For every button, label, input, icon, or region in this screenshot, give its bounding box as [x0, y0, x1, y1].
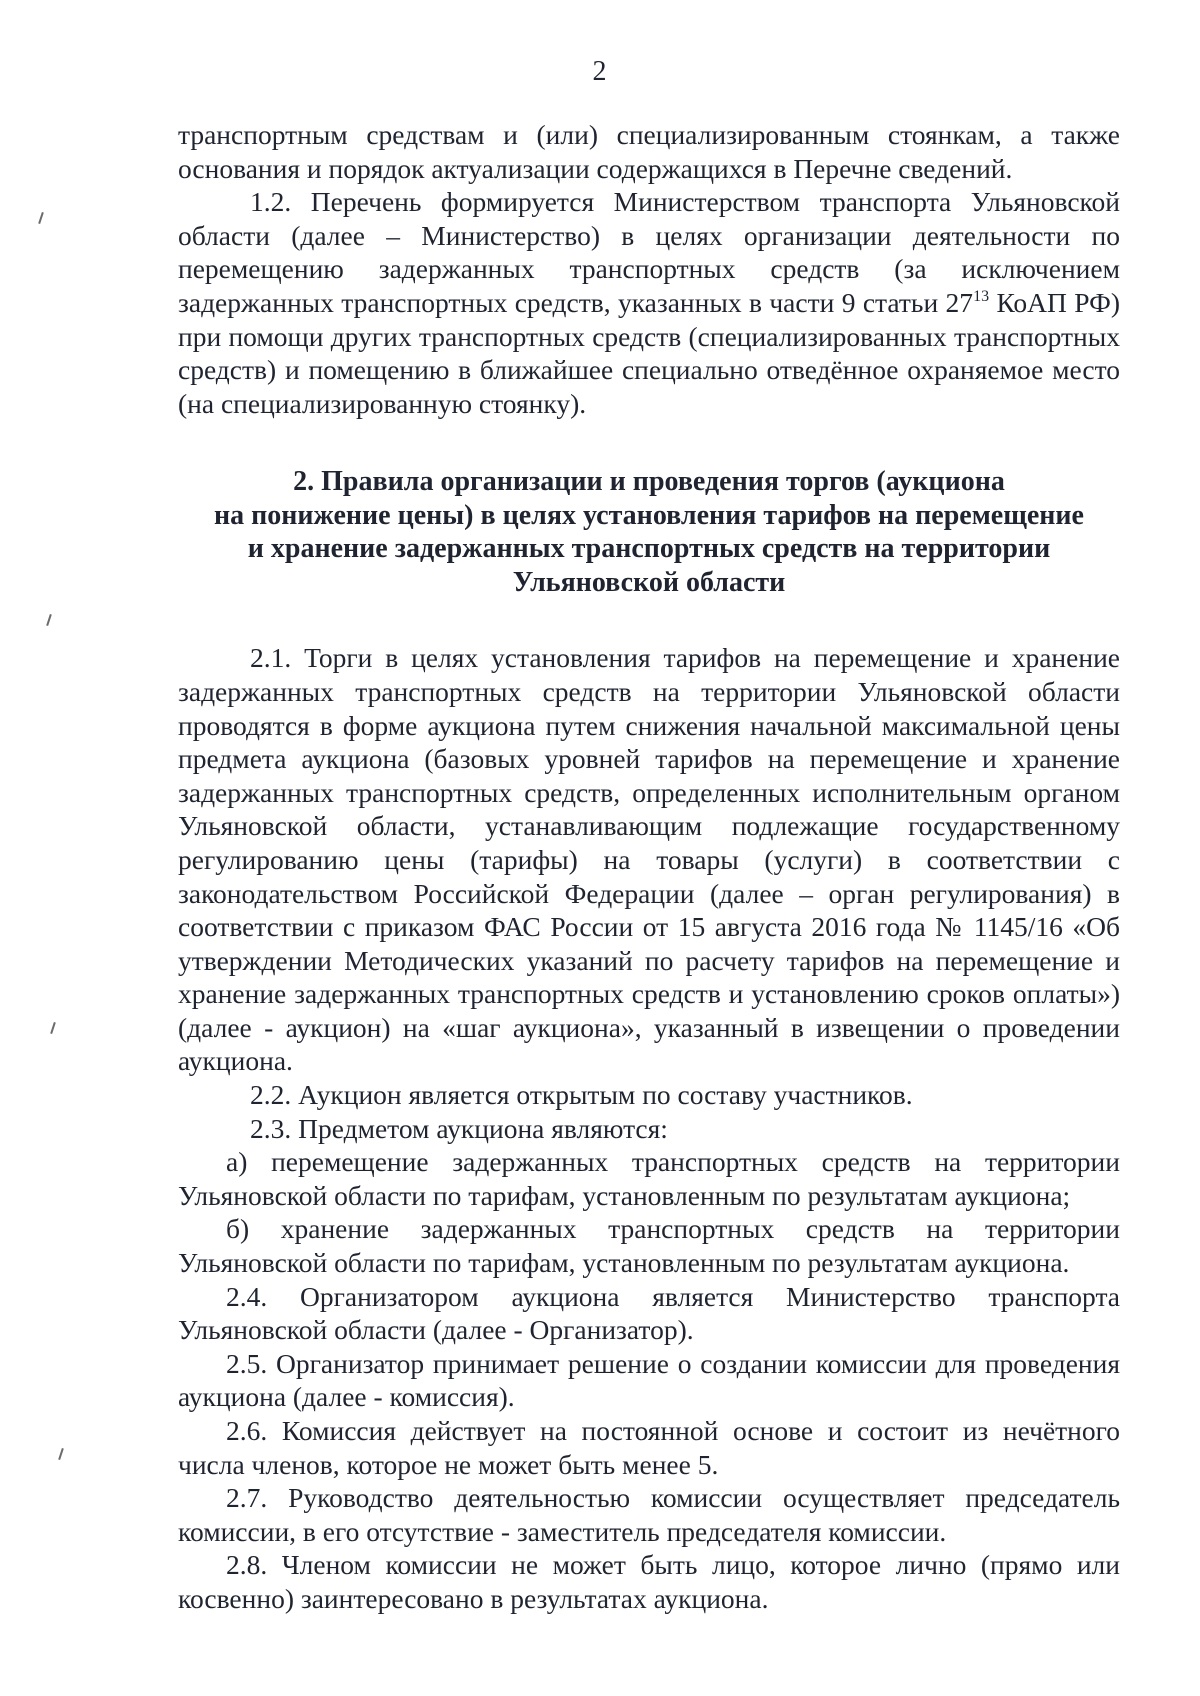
paragraph-2-3-b: б) хранение задержанных транспортных средств на территории Ульяновской области по тарифам, установленным по результатам аукциона. — [178, 1213, 1120, 1279]
scan-mark — [50, 1022, 56, 1034]
page-number: 2 — [592, 56, 608, 87]
section-2-heading — [178, 465, 1120, 599]
heading-line: и хранение задержанных транспортных средств на территории — [247, 533, 1051, 565]
paragraph-2-4: 2.4. Организатором аукциона является Министерство транспорта Ульяновской области (далее - Организатор). — [178, 1280, 1120, 1346]
scan-mark — [38, 212, 44, 224]
scan-mark — [58, 1448, 64, 1460]
paragraph-1-2-text-end: КоАП РФ) при помощи других транспортных средств (специализированных транспортных средств) и помещению в ближайшее специально отведённое охраняемое место (на специализированную стоянку). — [178, 286, 1120, 419]
heading-line: Ульяновской области — [512, 566, 786, 598]
paragraph-2-8: 2.8. Членом комиссии не может быть лицо, которое лично (прямо или косвенно) заинтересовано в результатах аукциона. — [178, 1549, 1120, 1614]
paragraph-2-6: 2.6. Комиссия действует на постоянной основе и состоит из нечётного числа членов, которое не может быть менее 5. — [178, 1415, 1120, 1480]
paragraph-2-2: 2.2. Аукцион является открытым по составу участников. — [250, 1079, 913, 1111]
document-body — [178, 118, 1120, 1616]
paragraph-1-2 — [178, 185, 1120, 420]
heading-line: 2. Правила организации и проведения торгов (аукциона — [293, 466, 1005, 498]
paragraph-2-3: 2.3. Предметом аукциона являются: — [250, 1112, 668, 1144]
scan-mark — [46, 614, 52, 626]
paragraph-1-2-text: 1.2. Перечень формируется Министерством транспорта Ульяновской области (далее – Министерство) в целях организации деятельности по перемещению задержанных транспортных средств (за исключением задержанных транспортных средств, указанных в части 9 статьи 27 — [178, 186, 1120, 318]
paragraph-2-7: 2.7. Руководство деятельностью комиссии осуществляет председатель комиссии, в его отсутствие - заместитель председателя комиссии. — [178, 1482, 1120, 1547]
paragraph-continuation: транспортным средствам и (или) специализированным стоянкам, а также основания и порядок актуализации содержащихся в Перечне сведений. — [178, 119, 1120, 184]
paragraph-2-5: 2.5. Организатор принимает решение о создании комиссии для проведения аукциона (далее - комиссия). — [178, 1347, 1120, 1413]
paragraph-2-1: 2.1. Торги в целях установления тарифов на перемещение и хранение задержанных транспортных средств на территории Ульяновской области проводятся в форме аукциона путем снижения начальной максимальной цены предмета аукциона (базовых уровней тарифов на перемещение и хранение задержанных транспортных средств, определенных исполнительным органом Ульяновской области, устанавливающим подлежащие государственному регулированию цены (тарифы) на товары (услуги) в соответствии с законодательством Российской Федерации (далее – орган регулирования) в соответствии с приказом ФАС России от 15 августа 2016 года № 1145/16 «Об утверждении Методических указаний по расчету тарифов на перемещение и хранение задержанных транспортных средств и установлению сроков оплаты») (далее - аукцион) на «шаг аукциона», указанный в извещении о проведении аукциона. — [178, 642, 1120, 1077]
paragraph-2-3-a: а) перемещение задержанных транспортных средств на территории Ульяновской области по тарифам, установленным по результатам аукциона; — [178, 1146, 1120, 1211]
article-superscript: 13 — [973, 287, 990, 305]
heading-line: на понижение цены) в целях установления тарифов на перемещение — [214, 499, 1084, 531]
